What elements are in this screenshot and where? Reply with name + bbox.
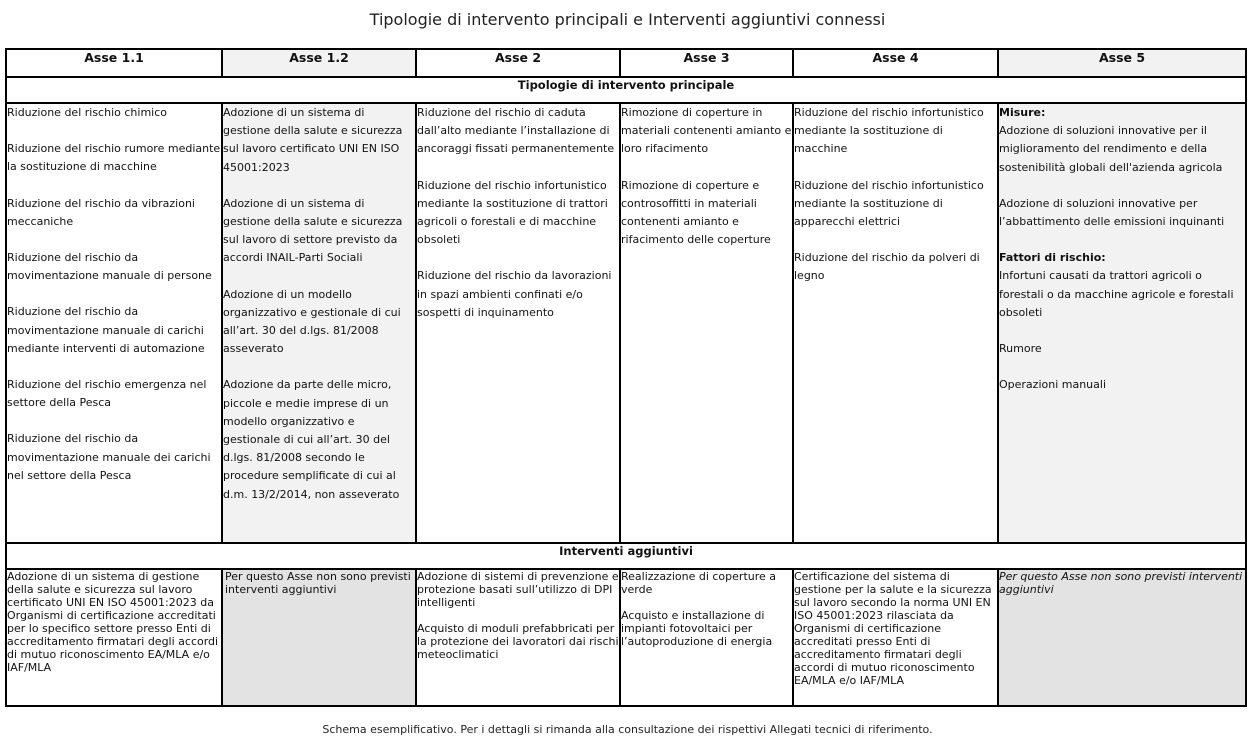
extra-cell-asse-4 xyxy=(793,569,998,706)
list-item: Riduzione del rischio da lavorazioni in spazi ambienti confinati e/o sospetti di inquinamento xyxy=(417,269,612,319)
extra-cell-asse-2 xyxy=(416,569,620,706)
list-item: Riduzione del rischio emergenza nel settore della Pesca xyxy=(7,378,207,410)
column-header-asse-4: Asse 4 xyxy=(793,49,998,77)
list-item: Adozione di un modello organizzativo e gestionale di cui all’art. 30 del d.lgs. 81/2008 asseverato xyxy=(223,287,401,356)
list-item: Riduzione del rischio chimico xyxy=(7,106,167,119)
main-cell-asse-2 xyxy=(416,103,620,543)
interventions-table xyxy=(5,48,1247,707)
main-cell-asse-1-2 xyxy=(222,103,416,543)
list-item: Adozione di un sistema di gestione della salute e sicurezza sul lavoro certificato UNI EN ISO 45001:2023 xyxy=(223,106,403,174)
page-title: Tipologie di intervento principali e Interventi aggiuntivi connessi xyxy=(369,10,886,29)
list-item: Adozione di soluzioni innovative per l’abbattimento delle emissioni inquinanti xyxy=(999,196,1225,229)
extra-cell-asse-1-2 xyxy=(222,569,416,706)
list-item: Riduzione del rischio infortunistico mediante la sostituzione di trattori agricoli o forestali e di macchine obsoleti xyxy=(417,178,608,247)
column-header-asse-3: Asse 3 xyxy=(620,49,793,77)
measures-label: Misure: xyxy=(999,106,1046,119)
extra-row xyxy=(6,569,1246,706)
list-item: Acquisto e installazione di impianti fotovoltaici per l’autoproduzione di energia xyxy=(621,609,773,648)
list-item: Realizzazione di coperture a verde xyxy=(621,570,777,596)
list-item: Adozione di un sistema di gestione della salute e sicurezza sul lavoro certificato UNI EN ISO 45001:2023 da Organismi di certificazione accreditati per lo specifico settore presso Enti di accreditamento firmatari degli accordi di mutuo riconoscimento EA/MLA e/o IAF/MLA xyxy=(7,570,219,674)
list-item: Adozione di un sistema di gestione della salute e sicurezza sul lavoro di settore previsto da accordi INAIL-Parti Sociali xyxy=(223,196,403,265)
list-item: Riduzione del rischio di caduta dall’alto mediante l’installazione di ancoraggi fissati permanentemente xyxy=(417,106,615,156)
list-item: Riduzione del rischio infortunistico mediante la sostituzione di macchine xyxy=(794,106,984,156)
list-item: Adozione di soluzioni innovative per il miglioramento del rendimento e della sostenibilità globali dell'azienda agricola xyxy=(999,124,1223,174)
main-row xyxy=(6,103,1246,543)
list-item: Certificazione del sistema di gestione per la salute e la sicurezza sul lavoro secondo la norma UNI EN ISO 45001:2023 rilasciata da Organismi di certificazione accreditati presso Enti di accreditamento firmatari degli accordi di mutuo riconoscimento EA/MLA e/o IAF/MLA xyxy=(794,570,992,687)
list-item: Rumore xyxy=(999,342,1042,356)
list-item: Riduzione del rischio infortunistico mediante la sostituzione di apparecchi elettrici xyxy=(794,178,984,229)
list-item: Acquisto di moduli prefabbricati per la protezione dei lavoratori dai rischi meteoclimatici xyxy=(417,622,619,661)
section-title-main: Tipologie di intervento principale xyxy=(6,77,1246,103)
list-item: Per questo Asse non sono previsti interventi aggiuntivi xyxy=(999,570,1243,596)
main-cell-asse-3 xyxy=(620,103,793,543)
section-row-main xyxy=(6,77,1246,103)
list-item: Operazioni manuali xyxy=(999,378,1107,392)
list-item: Riduzione del rischio da polveri di legno xyxy=(794,251,980,283)
list-item: Infortuni causati da trattori agricoli o forestali o da macchine agricole e forestali obsoleti xyxy=(999,269,1234,319)
list-item: Rimozione di coperture in materiali contenenti amianto e loro rifacimento xyxy=(621,106,792,156)
column-header-asse-5: Asse 5 xyxy=(998,49,1246,77)
list-item: Rimozione di coperture e controsoffitti in materiali contenenti amianto e rifacimento delle coperture xyxy=(621,178,771,247)
list-item: Adozione di sistemi di prevenzione e protezione basati sull’utilizzo di DPI intelligenti xyxy=(417,570,619,609)
header-row xyxy=(6,49,1246,77)
list-item: Adozione da parte delle micro, piccole e medie imprese di un modello organizzativo e gestionale di cui all’art. 30 del d.lgs. 81/2008 secondo le procedure semplificate di cui al d.m. 13/2/2014, non asseverato xyxy=(223,378,400,501)
column-header-asse-1-2: Asse 1.2 xyxy=(222,49,416,77)
column-header-asse-1-1: Asse 1.1 xyxy=(6,49,222,77)
extra-cell-asse-5 xyxy=(998,569,1246,706)
section-row-extra xyxy=(6,543,1246,569)
risk-factors-label: Fattori di rischio: xyxy=(999,251,1106,265)
main-cell-asse-5 xyxy=(998,103,1246,543)
list-item: Riduzione del rischio rumore mediante la sostituzione di macchine xyxy=(7,142,221,174)
footer-note: Schema esemplificativo. Per i dettagli si rimanda alla consultazione dei rispettivi Allegati tecnici di riferimento. xyxy=(322,723,933,736)
main-cell-asse-4 xyxy=(793,103,998,543)
list-item: Riduzione del rischio da movimentazione manuale di persone xyxy=(7,251,212,283)
main-cell-asse-1-1 xyxy=(6,103,222,543)
extra-cell-asse-3 xyxy=(620,569,793,706)
column-header-asse-2: Asse 2 xyxy=(416,49,620,77)
list-item: Riduzione del rischio da movimentazione manuale dei carichi nel settore della Pesca xyxy=(7,432,211,482)
list-item: Riduzione del rischio da movimentazione manuale di carichi mediante interventi di automazione xyxy=(7,305,205,355)
extra-cell-asse-1-1 xyxy=(6,569,222,706)
list-item: Riduzione del rischio da vibrazioni meccaniche xyxy=(7,196,195,228)
list-item: Per questo Asse non sono previsti interventi aggiuntivi xyxy=(225,570,411,596)
section-title-extra: Interventi aggiuntivi xyxy=(6,543,1246,569)
